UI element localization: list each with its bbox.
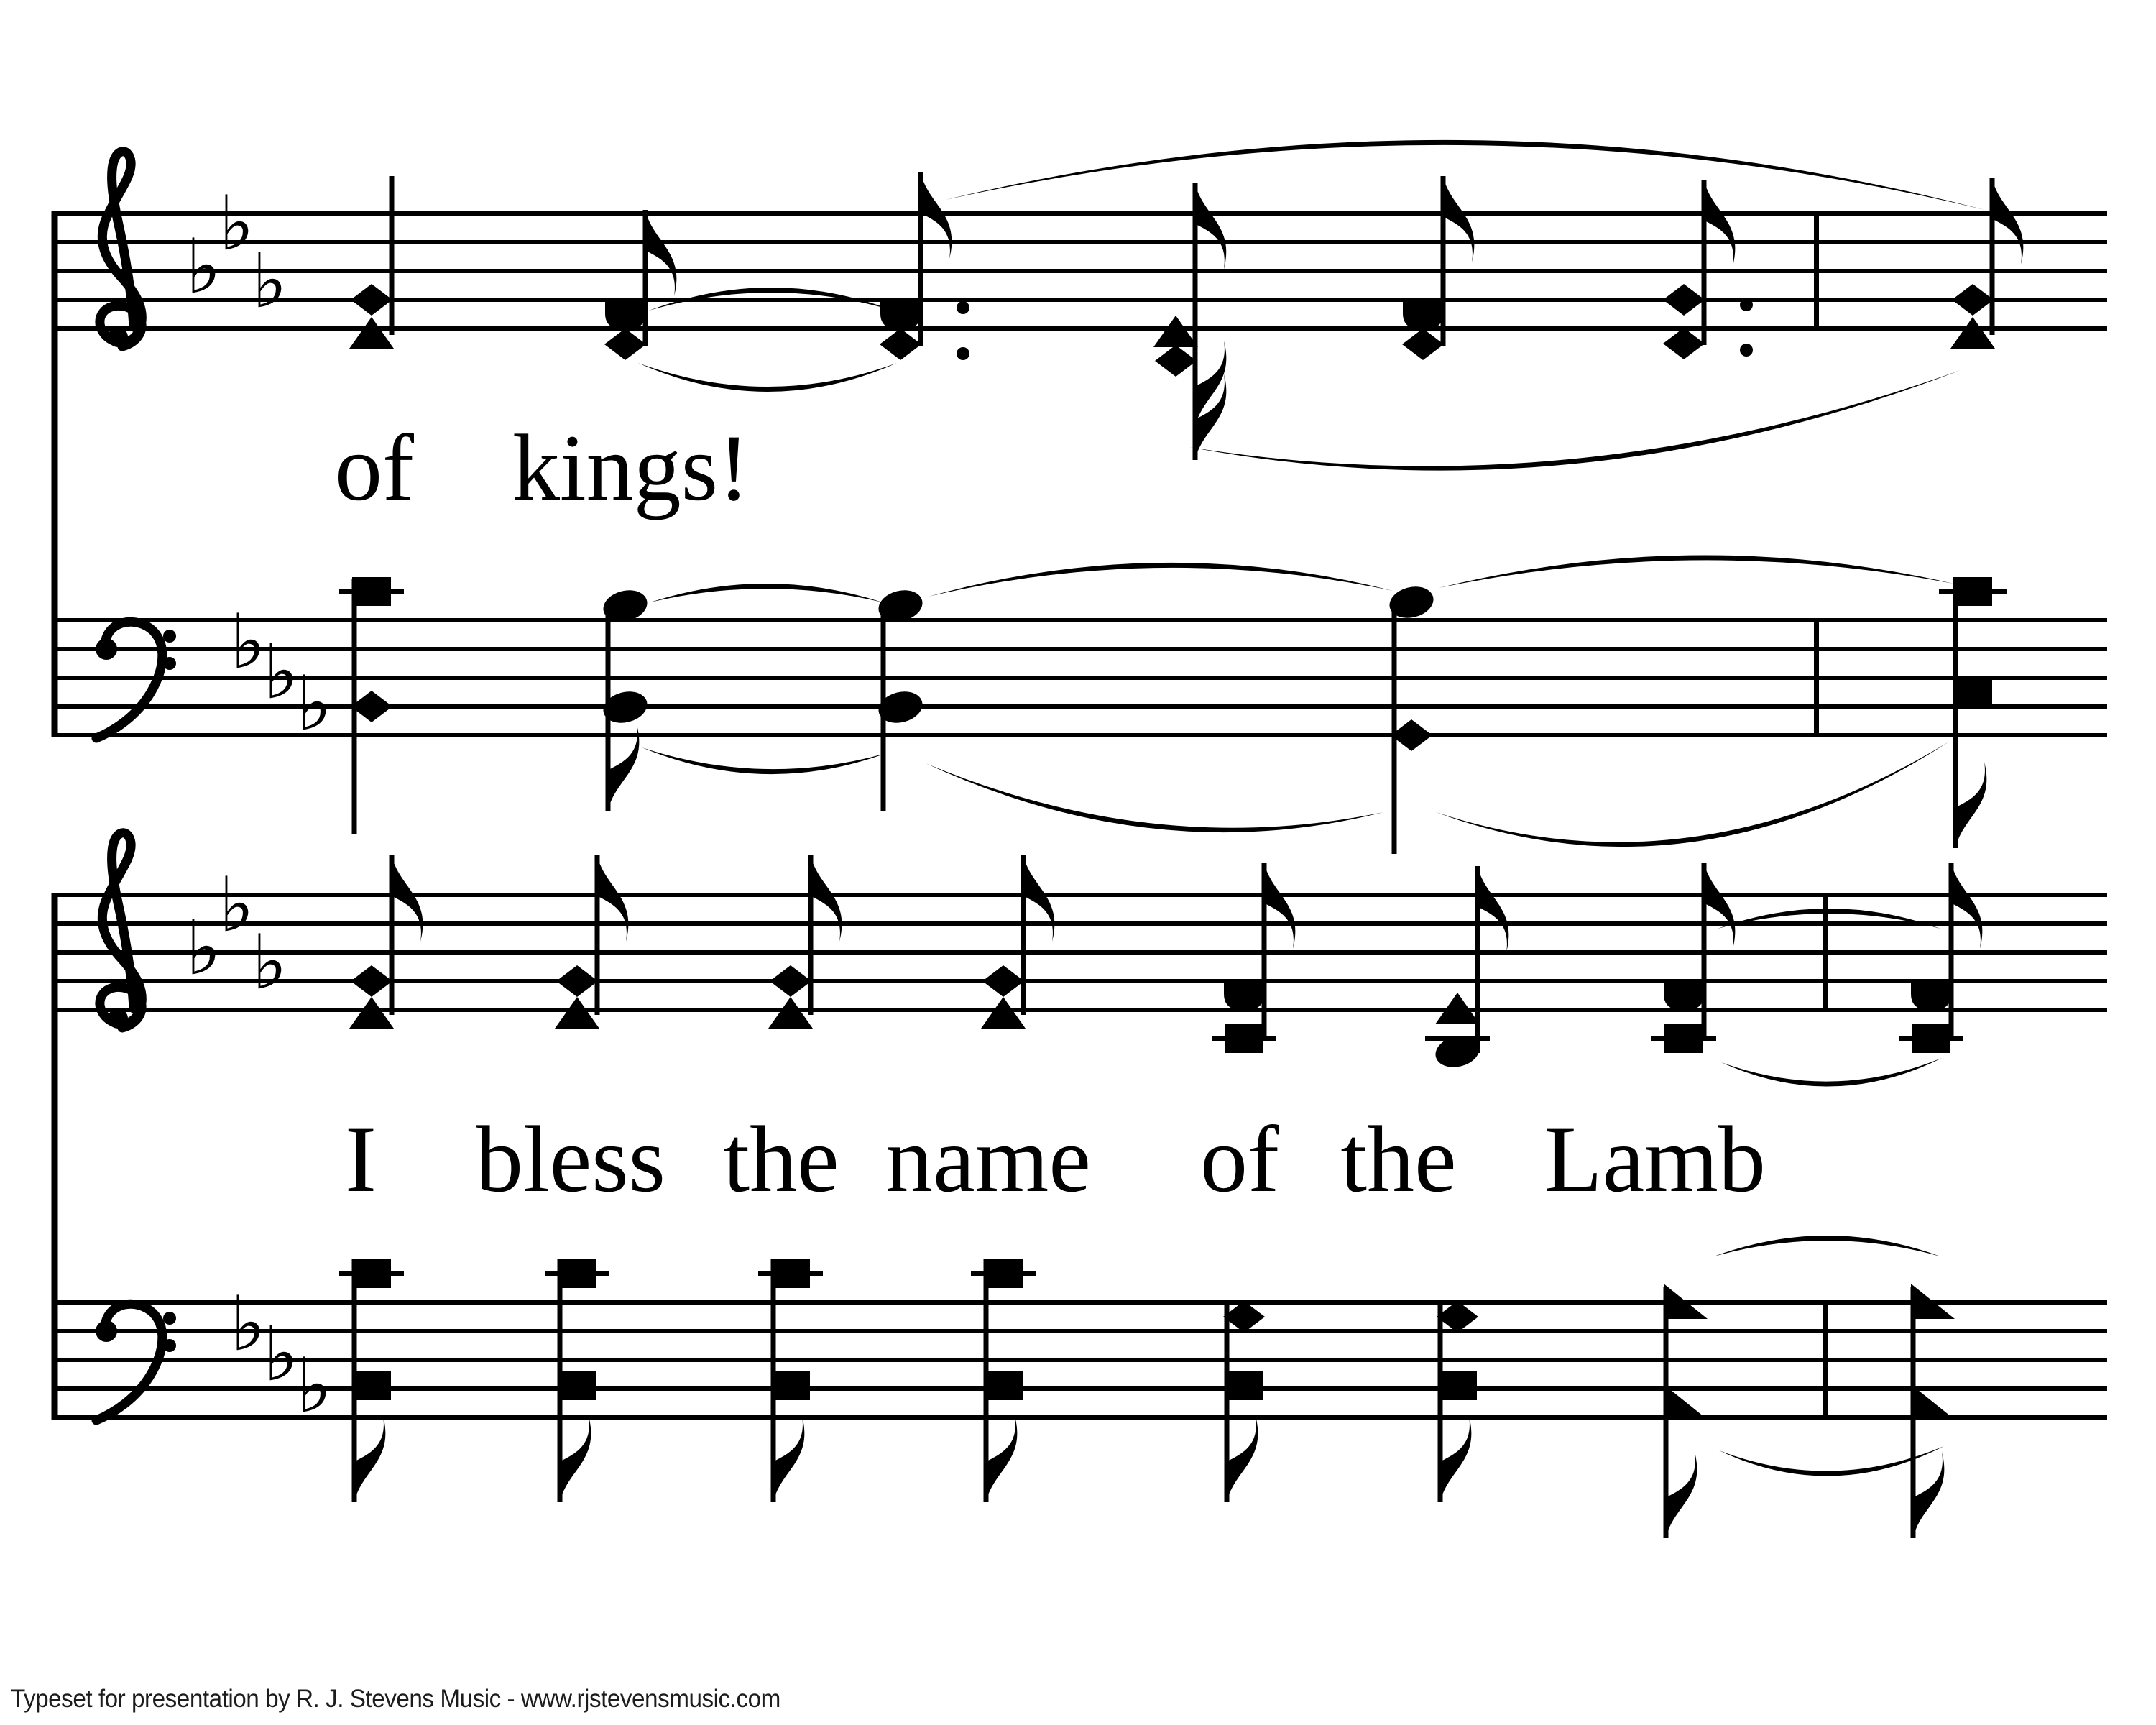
notehead-diamond — [351, 284, 392, 316]
note-flag — [392, 855, 423, 942]
note-flag — [1227, 1416, 1258, 1502]
notehead-diamond — [604, 328, 646, 360]
tie-slur — [638, 363, 897, 392]
note-chord — [1386, 582, 1437, 854]
lyric-word: the — [723, 1106, 839, 1212]
note-chord — [1153, 183, 1226, 460]
note-flag — [1704, 180, 1735, 266]
notehead-square — [984, 1259, 1023, 1288]
tie-slur — [929, 563, 1393, 597]
system-barline — [52, 893, 58, 1420]
tie-slur — [945, 140, 1985, 210]
augmentation-dot — [1740, 298, 1753, 311]
note-chord — [984, 1259, 1023, 1502]
notehead-square — [1953, 577, 1992, 606]
flat-icon: ♭ — [263, 628, 299, 716]
notehead-square — [352, 577, 391, 606]
note-flag — [1704, 862, 1735, 949]
notehead-square — [1664, 1024, 1703, 1053]
notehead-diamond — [351, 691, 392, 722]
note-flag — [986, 1416, 1017, 1502]
notehead-square — [771, 1371, 810, 1400]
notehead-triangle — [981, 997, 1026, 1029]
lyric-word: the — [1340, 1106, 1457, 1212]
staff-line — [55, 1358, 2107, 1362]
notehead-triangle — [1950, 317, 1995, 349]
note-chord — [1664, 862, 1735, 1053]
lyrics-line-1 — [335, 415, 750, 520]
system-2-bass-staff — [55, 1236, 2107, 1538]
tie-slur — [1721, 1058, 1942, 1087]
note-flag — [811, 855, 842, 942]
notehead-cup — [1224, 982, 1264, 1011]
note-chord — [768, 855, 842, 1029]
note-flag — [1023, 855, 1054, 942]
note-chord — [981, 855, 1054, 1029]
notehead-square — [984, 1371, 1023, 1400]
system-2-treble-staff — [55, 833, 2107, 1087]
flat-icon: ♭ — [218, 180, 254, 267]
note-chord — [555, 855, 628, 1029]
flat-icon: ♭ — [252, 919, 287, 1006]
staff-line — [55, 1329, 2107, 1333]
tie-slur — [650, 584, 883, 602]
note-chord — [604, 210, 676, 360]
notehead-cup — [1403, 301, 1443, 330]
staff-line — [55, 269, 2107, 273]
note-flag — [1443, 176, 1474, 262]
tie-slur — [1436, 742, 1949, 847]
tie-slur — [1714, 1236, 1940, 1256]
notehead-square — [558, 1371, 596, 1400]
staff-line — [55, 893, 2107, 897]
staff-line — [55, 240, 2107, 244]
note-chord — [1953, 577, 1993, 848]
system-barline — [52, 211, 58, 737]
augmentation-dot — [957, 347, 969, 360]
note-flag — [1992, 178, 2023, 264]
barline — [1814, 211, 1819, 331]
notehead-square — [1225, 1371, 1263, 1400]
notehead-diamond — [351, 965, 392, 997]
notehead-diamond — [1155, 345, 1197, 377]
notehead-square — [352, 1259, 391, 1288]
notehead-square — [352, 1371, 391, 1400]
tie-slur — [1189, 370, 1961, 471]
notehead-diamond — [1663, 284, 1705, 316]
staff-line — [55, 1415, 2107, 1420]
notehead-triangle — [768, 997, 813, 1029]
notehead-diamond — [1437, 1301, 1478, 1333]
notehead-cup — [1664, 982, 1704, 1011]
staff-line — [55, 1300, 2107, 1305]
note-chord — [349, 855, 423, 1029]
flat-icon: ♭ — [263, 1310, 299, 1398]
flat-icon: ♭ — [185, 904, 221, 992]
bass-clef-icon — [96, 622, 176, 738]
notehead-square — [558, 1259, 596, 1288]
augmentation-dot — [1740, 344, 1753, 356]
notehead-diamond — [770, 965, 811, 997]
notehead-cup — [880, 301, 921, 330]
note-flag — [773, 1416, 804, 1502]
lyric-word: Lamb — [1544, 1106, 1766, 1212]
note-flag — [1913, 1452, 1944, 1538]
staff-line — [55, 921, 2107, 926]
staff-line — [55, 211, 2107, 216]
notehead-triangle — [349, 997, 394, 1029]
notehead-diamond — [982, 965, 1024, 997]
flat-icon: ♭ — [252, 237, 287, 325]
notehead-cup — [605, 301, 645, 330]
note-chord — [349, 176, 395, 349]
lyric-word: of — [335, 415, 414, 520]
notehead-diamond — [1223, 1301, 1265, 1333]
note-stem — [390, 176, 395, 335]
note-chord — [1911, 1284, 1955, 1538]
system-1-bass-staff — [55, 555, 2107, 854]
notehead-triangle — [555, 997, 599, 1029]
notehead-triangle — [1153, 316, 1198, 347]
treble-clef-icon — [100, 833, 142, 1029]
tie-slur — [1439, 555, 1953, 588]
flat-icon: ♭ — [230, 1280, 266, 1368]
bass-clef-icon — [96, 1304, 176, 1420]
flat-icon: ♭ — [185, 223, 221, 310]
flat-icon: ♭ — [296, 660, 332, 748]
note-flag — [1440, 1416, 1471, 1502]
note-chord — [1402, 176, 1474, 360]
notehead-square — [1438, 1371, 1477, 1400]
lyric-word: bless — [476, 1106, 665, 1212]
notehead-diamond — [1663, 328, 1705, 359]
lyric-word: kings! — [512, 415, 750, 520]
tie-slur — [1719, 1446, 1944, 1476]
notehead-diamond — [1402, 328, 1444, 360]
notehead-diamond — [880, 328, 921, 360]
treble-clef-icon — [100, 152, 142, 347]
note-flag — [1955, 762, 1986, 848]
barline — [1814, 618, 1819, 737]
note-chord — [352, 1259, 392, 1502]
staff-line — [55, 733, 2107, 737]
tie-slur — [926, 763, 1383, 832]
staff-line — [55, 647, 2107, 651]
note-chord — [1950, 178, 2023, 349]
staff-line — [55, 676, 2107, 680]
note-stem — [1953, 579, 1958, 848]
tie-slur — [642, 748, 886, 774]
note-flag — [1478, 866, 1508, 952]
staff-line — [55, 950, 2107, 954]
staff-line — [55, 618, 2107, 622]
note-flag — [597, 855, 628, 942]
footer-credit: Typeset for presentation by R. J. Stevens Music - www.rjstevensmusic.com — [11, 1685, 780, 1713]
note-chord — [1911, 862, 1982, 1053]
note-flag — [1264, 862, 1295, 949]
notehead-square — [1225, 1024, 1263, 1053]
lyrics — [335, 415, 1766, 1212]
note-chord — [771, 1259, 811, 1502]
flat-icon: ♭ — [230, 598, 266, 686]
notehead-square — [771, 1259, 810, 1288]
notehead-cup — [1911, 982, 1951, 1011]
flat-icon: ♭ — [218, 861, 254, 949]
notehead-square — [1953, 678, 1992, 707]
notehead-triangle — [349, 317, 394, 349]
notehead-diamond — [1952, 284, 1994, 316]
lyric-word: of — [1200, 1106, 1279, 1212]
lyrics-line-2 — [345, 1106, 1766, 1212]
flat-icon: ♭ — [296, 1342, 332, 1430]
note-chord — [1224, 862, 1295, 1053]
note-flag — [560, 1416, 591, 1502]
note-chord — [351, 577, 392, 834]
note-stem — [1392, 602, 1397, 854]
note-chord — [1664, 1284, 1708, 1538]
note-chord — [880, 172, 969, 360]
note-flag — [1951, 862, 1982, 949]
lyric-word: name — [885, 1106, 1091, 1212]
note-chord — [558, 1259, 597, 1502]
notehead-square — [1912, 1024, 1950, 1053]
note-flag — [645, 210, 676, 296]
note-flag — [1195, 183, 1226, 270]
notehead-diamond — [1391, 719, 1432, 751]
notehead-diamond — [556, 965, 598, 997]
lyric-word: I — [345, 1106, 377, 1212]
note-flag — [1666, 1452, 1697, 1538]
augmentation-dot — [957, 301, 969, 314]
barline — [1823, 1300, 1828, 1420]
note-flag — [354, 1416, 385, 1502]
